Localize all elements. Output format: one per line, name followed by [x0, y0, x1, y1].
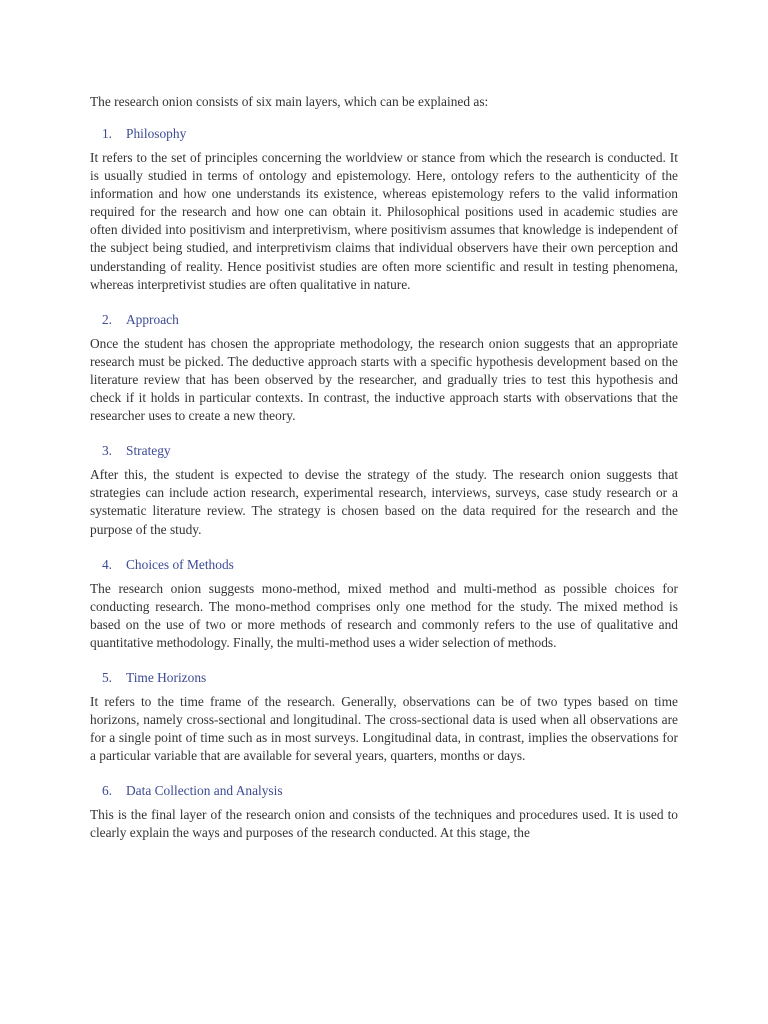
section-number: 5. [101, 669, 112, 685]
section-number: 4. [101, 556, 112, 572]
section-paragraph: The research onion suggests mono-method, mixed method and multi-method as possible choices for conducting research. The mono-method comprises only one method for the study. The mixed method is based on the use of two or more methods of research and commonly refers to the use of qualitative and quantitative methodology. Finally, the multi-method uses a wider selection of methods. [90, 580, 678, 650]
section-approach [90, 311, 678, 425]
section-heading [90, 782, 678, 800]
section-strategy [90, 442, 678, 538]
section-number: 6. [101, 783, 112, 799]
section-heading [90, 669, 678, 687]
section-number: 1. [101, 126, 112, 141]
section-title: Strategy [126, 443, 171, 459]
section-number: 2. [101, 311, 112, 327]
section-philosophy [90, 125, 678, 294]
section-title: Choices of Methods [126, 556, 234, 572]
section-title: Approach [126, 311, 179, 327]
section-number: 3. [101, 443, 112, 459]
section-choices-of-methods [90, 556, 678, 652]
section-heading [90, 556, 678, 574]
section-paragraph: It refers to the time frame of the research. Generally, observations can be of two types based on time horizons, namely cross-sectional and longitudinal. The cross-sectional data is used when all observations are for a single point of time such as in most surveys. Longitudinal data, in contrast, implies the observations for a particular variable that are available for several years, quarters, months or days. [90, 693, 678, 764]
section-title: Time Horizons [126, 669, 207, 685]
section-title: Data Collection and Analysis [126, 783, 283, 799]
section-data-collection-and-analysis [90, 782, 678, 842]
document-page [90, 93, 678, 860]
section-heading [90, 442, 678, 460]
section-paragraph: Once the student has chosen the appropriate methodology, the research onion suggests that an appropriate research must be picked. The deductive approach starts with a specific hypothesis development based on the literature review that has been observed by the researcher, and gradually tries to test this hypothesis and check if it holds in particular contexts. In contrast, the inductive approach starts with observations that the researcher uses to create a new theory. [90, 335, 678, 424]
section-title: Philosophy [126, 126, 187, 141]
section-heading [90, 125, 678, 143]
section-paragraph: This is the final layer of the research onion and consists of the techniques and procedures used. It is used to clearly explain the ways and purposes of the research conducted. At this stage, the [90, 807, 678, 841]
intro-paragraph: The research onion consists of six main layers, which can be explained as: [90, 94, 489, 109]
section-paragraph: It refers to the set of principles concerning the worldview or stance from which the research is conducted. It is usually studied in terms of ontology and epistemology. Here, ontology refers to the authenticity of the information and how one understands its existence, whereas epistemology refers to the valid information required for the research and how one can obtain it. Philosophical positions used in academic studies are often divided into positivism and interpretivism, where positivism assumes that knowledge is independent of the subject being studied, and interpretivism claims that individual observers have their own perception and understanding of reality. Hence positivist studies are often more scientific and result in testing phenomena, whereas interpretivist studies are often qualitative in nature. [90, 150, 678, 292]
section-paragraph: After this, the student is expected to devise the strategy of the study. The research onion suggests that strategies can include action research, experimental research, interviews, surveys, case study research or a systematic literature review. The strategy is chosen based on the data required for the research and the purpose of the study. [90, 467, 678, 537]
section-time-horizons [90, 669, 678, 765]
section-heading [90, 311, 678, 329]
